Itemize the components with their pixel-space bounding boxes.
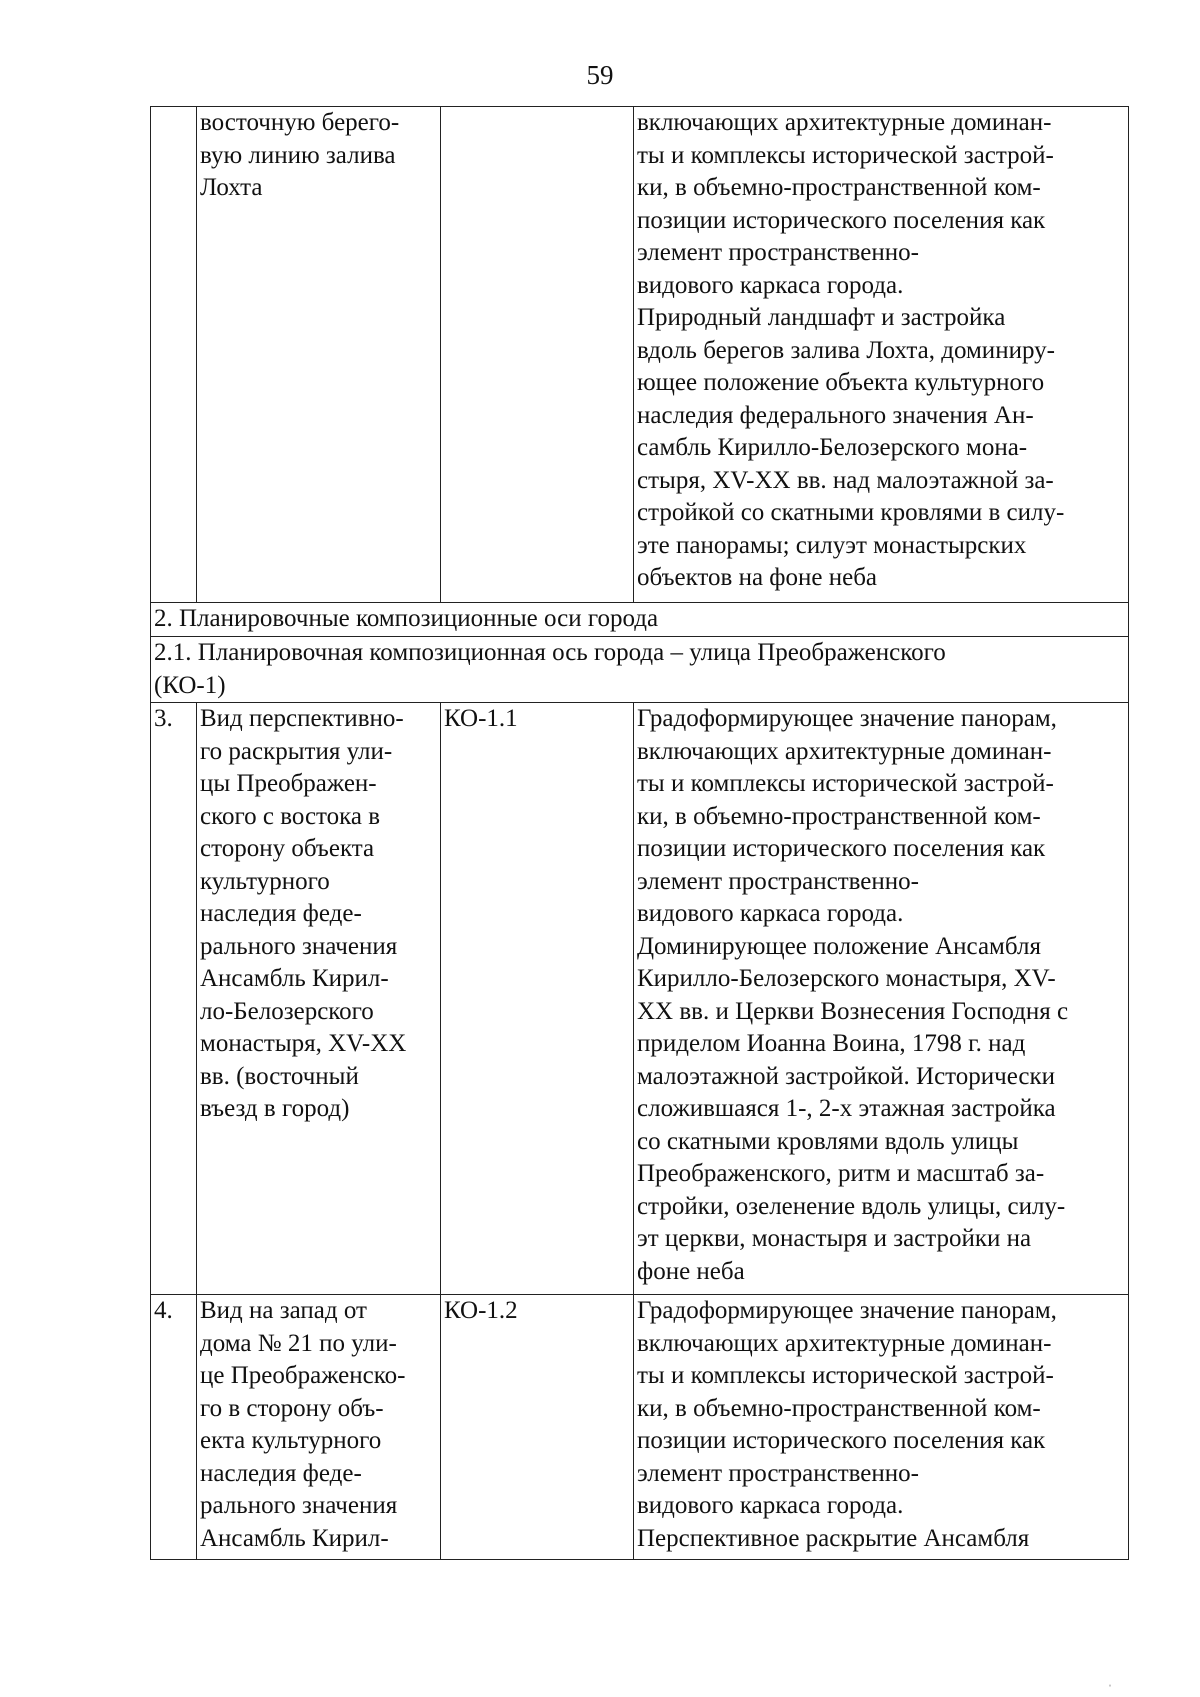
scan-mark: ˈ [1108,1682,1112,1696]
section-header-row [151,603,1129,637]
view-description-cell: включающих архитектурные доминан- ты и комплексы исторической застрой- ки, в объемно-пространственной ком- позиции исторического поселения как элемент пространственно- видового каркаса города. Природный ландшафт и застройка вдоль берегов залива Лохта, доминиру- ющее положение объекта культурного наследия федерального значения Ан- самбль Кирилло-Белозерского мона- стыря, XV-XX вв. над малоэтажной за- стройкой со скатными кровлями в силу- эте панорамы; силуэт монастырских объектов на фоне неба [634,107,1129,603]
view-code-cell: КО-1.2 [441,1295,634,1560]
view-name-cell: восточную берего- вую линию залива Лохта [197,107,441,603]
heritage-views-table [150,106,1129,1560]
section-heading: 2. Планировочные композиционные оси города [151,603,1129,637]
view-description-cell: Градоформирующее значение панорам, включающих архитектурные доминан- ты и комплексы исторической застрой- ки, в объемно-пространственной ком- позиции исторического поселения как элемент пространственно- видового каркаса города. Перспективное раскрытие Ансамбля [634,1295,1129,1560]
view-code-cell [441,107,634,603]
row-number-cell: 3. [151,703,197,1295]
subsection-heading: 2.1. Планировочная композиционная ось города – улица Преображенского (КО-1) [151,637,1129,703]
table-row-continued [151,107,1129,603]
view-name-cell: Вид на запад от дома № 21 по ули- це Преображенско- го в сторону объ- екта культурного наследия феде- рального значения Ансамбль Кирил- [197,1295,441,1560]
view-name-cell: Вид перспективно- го раскрытия ули- цы Преображен- ского с востока в сторону объекта культурного наследия феде- рального значения Ансамбль Кирил- ло-Белозерского монастыря, XV-XX вв. (восточный въезд в город) [197,703,441,1295]
table-row [151,703,1129,1295]
row-number-cell [151,107,197,603]
subsection-header-row [151,637,1129,703]
row-number-cell: 4. [151,1295,197,1560]
view-description-cell: Градоформирующее значение панорам, включающих архитектурные доминан- ты и комплексы исторической застрой- ки, в объемно-пространственной ком- позиции исторического поселения как элемент пространственно- видового каркаса города. Доминирующее положение Ансамбля Кирилло-Белозерского монастыря, XV- XX вв. и Церкви Вознесения Господня с приделом Иоанна Воина, 1798 г. над малоэтажной застройкой. Исторически сложившаяся 1-, 2-х этажная застройка со скатными кровлями вдоль улицы Преображенского, ритм и масштаб за- стройки, озеленение вдоль улицы, силу- эт церкви, монастыря и застройки на фоне неба [634,703,1129,1295]
page-number: 59 [586,60,614,90]
table-row [151,1295,1129,1560]
view-code-cell: КО-1.1 [441,703,634,1295]
